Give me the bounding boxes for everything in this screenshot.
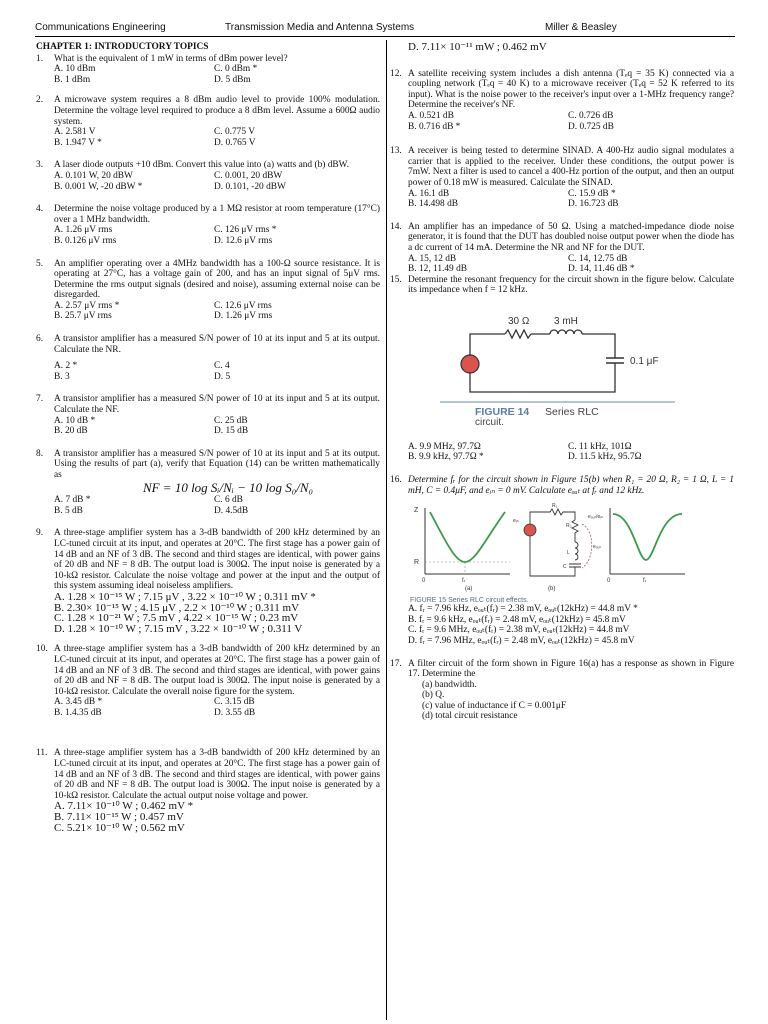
figure-14-caption-line2: circuit. (475, 416, 504, 428)
options (390, 604, 734, 646)
option-c: C. 25 dB (214, 415, 248, 426)
question-13 (390, 146, 734, 210)
question-stem: A filter circuit of the form shown in Figure 16(a) has a response as shown in Figure 17. Determine the (408, 658, 734, 680)
option-c: C. 0.001, 20 dBW (214, 170, 283, 181)
sub-items (390, 680, 734, 722)
option-c: C. 0 dBm * (214, 64, 258, 75)
question-12 (390, 69, 734, 133)
question-7 (36, 394, 380, 436)
page-header (35, 20, 735, 37)
question-10 (36, 644, 380, 718)
option-a: A. 7.11× 10⁻¹⁰ W ; 0.462 mV * (54, 800, 194, 813)
option-b: B. fᵣ = 9.6 kHz, eₒᵤₜ(fᵣ) = 2.48 mV, eₒᵤₜ(12kHz) = 45.8 mV (408, 614, 626, 625)
options (36, 361, 380, 382)
question-5 (36, 259, 380, 323)
options (36, 225, 380, 246)
question-stem: An amplifier operating over a 4MHz bandwidth has a 100-Ω source resistance. It is operating at 27°C, has a voltage gain of 200, and has an input signal of 5μV rms. Determine the rms output signals (desired and noise), assuming external noise can be disregarded. (54, 258, 380, 301)
option-a: A. 9.9 MHz, 97.7Ω (408, 441, 481, 452)
question-8 (36, 449, 380, 517)
rlc-effects-figure (410, 500, 690, 598)
question-stem: A transistor amplifier has a measured S/N power of 10 at its input and 5 at its output. Using the results of part (a), verify that Equation (14) can be written mathematically as (54, 448, 380, 480)
option-a: A. 2.57 μV rms * (54, 300, 120, 311)
figure-14 (430, 302, 680, 428)
sub-item-b: (b) Q. (422, 690, 445, 701)
option-c: C. 11 kHz, 101Ω (568, 441, 632, 452)
options (36, 592, 380, 634)
axis-label-r: R (414, 559, 420, 567)
option-c: C. 6 dB (214, 495, 243, 506)
option-b: B. 20 dB (54, 426, 88, 437)
option-b: B. 14.498 dB (408, 199, 459, 210)
inductor-icon (575, 542, 578, 560)
option-d: D. 0.101, -20 dBW (214, 181, 286, 192)
option-a: A. 15, 12 dB (408, 253, 457, 264)
header-right: Miller & Beasley (545, 22, 617, 33)
option-c: C. 4 (214, 361, 230, 372)
option-b: B. 12, 11.49 dB (408, 264, 468, 275)
option-b: B. 3 (54, 371, 70, 382)
wire (582, 334, 615, 358)
sub-item-c: (c) value of inductance if C = 0.001μF (422, 700, 567, 711)
option-a: A. fᵣ = 7.96 kHz, eₒᵤₜ(fᵣ) = 2.38 mV, eₒᵤₜ(12kHz) = 44.8 mV * (408, 604, 638, 615)
option-a: A. 10 dB * (54, 415, 96, 426)
question-number: 1. (36, 53, 44, 64)
chapter-title: CHAPTER 1: INTRODUCTORY TOPICS (36, 42, 209, 52)
question-number: 11. (36, 748, 48, 759)
question-stem: Determine fᵣ for the circuit shown in Figure 15(b) when R₁ = 20 Ω, R₂ = 1 Ω, L = 1 mH, C = 0.4μF, and eᵢₙ = 0 mV. Calculate eₒᵤₜ at fᵣ and 12 kHz. (408, 475, 734, 496)
option-c: C. 0.775 V (214, 127, 255, 138)
question-number: 17. (390, 658, 402, 669)
option-a: A. 3.45 dB * (54, 697, 103, 708)
eout-arrow-icon (582, 524, 592, 568)
question-14 (390, 222, 734, 275)
question-stem: What is the equivalent of 1 mW in terms of dBm power level? (54, 53, 288, 64)
question-2 (36, 95, 380, 148)
question-stem: Determine the resonant frequency for the circuit shown in the figure below. Calculate its impedance when f = 12 kHz. (408, 274, 734, 296)
option-a: A. 0.521 dB (408, 110, 454, 121)
option-d: D. 16.723 dB (568, 199, 619, 210)
option-c: C. 14, 12.75 dB (568, 253, 628, 264)
option-c: C. 126 μV rms * (214, 225, 277, 236)
option-b: B. 2.30× 10⁻¹⁵ W ; 4.15 μV , 2.2 × 10⁻¹⁰ W ; 0.311 mV (54, 601, 300, 614)
option-a: A. 0.101 W, 20 dBW (54, 170, 133, 181)
question-stem: A transistor amplifier has a measured S/N power of 10 at its input and 5 at its output. Calculate the NF. (54, 394, 380, 416)
options (36, 495, 380, 516)
question-3 (36, 160, 380, 192)
left-column (36, 42, 380, 833)
axis-label-z: Z (414, 507, 419, 515)
question-6 (36, 334, 380, 382)
question-number: 13. (390, 146, 402, 157)
option-d: D. 12.6 μV rms (214, 235, 273, 246)
option-b: B. 1 dBm (54, 74, 91, 85)
series-rlc-circuit-diagram (430, 302, 680, 420)
capacitor-icon (606, 358, 624, 363)
question-number: 2. (36, 95, 44, 106)
option-d: D. 5 (214, 371, 231, 382)
question-number: 10. (36, 644, 48, 655)
figure-15 (410, 500, 690, 604)
question-stem: A transistor amplifier has a measured S/N power of 10 at its input and 5 at its output. Calculate the NR. (54, 334, 380, 355)
option-d: D. 14, 11.46 dB * (568, 264, 635, 275)
question-stem: A satellite receiving system includes a dish antenna (Tₑq = 35 K) connected via a coupling network (Tₑq = 40 K) to a microwave receiver (Tₑq = 52 K referred to its input). What is the noise power to the receiver's input over a 1-MHz frequency range? Determine the receiver's NF. (408, 68, 734, 111)
options (36, 171, 380, 192)
question-number: 16. (390, 475, 402, 486)
question-stem: A receiver is being tested to determine SINAD. A 400-Hz audio signal modulates a carrier that is applied to the receiver. Under these conditions, the output power is 7mW. Next a filter is used to cancel a 400-Hz portion of the output, and then an output power of 0.18 mW is measured. Calculate the SINAD. (408, 146, 734, 188)
axis-fr-label: fᵣ (643, 578, 647, 585)
ein-label: eᵢₙ (513, 518, 519, 525)
capacitor-label: 0.1 μF (630, 355, 659, 367)
question-11 (36, 748, 380, 833)
options (390, 254, 734, 275)
option-b: B. 1.4.35 dB (54, 707, 102, 718)
l-label: L (567, 550, 570, 557)
options (36, 301, 380, 322)
question-number: 9. (36, 528, 44, 539)
question-stem: A three-stage amplifier system has a 3-dB bandwidth of 200 kHz determined by an LC-tuned circuit at its input, and operates at 20°C. The first stage has a power gain of 14 dB and an NF of 3 dB. The second and third stages are identical, with power gains of 20 dB and NF = 8 dB. The output load is 300Ω. The input noise is generated by a 10-kΩ resistor. Calculate the noise voltage and power at the input and the output of this system assuming ideal noiseless amplifiers. (54, 528, 380, 592)
option-c: C. 1.28 × 10⁻²¹ W ; 7.5 mV , 4.22 × 10⁻¹⁵ W ; 0.23 mV (54, 612, 299, 625)
sub-item-a: (a) bandwidth. (422, 679, 477, 690)
column-divider (386, 40, 387, 1020)
option-a: A. 1.26 μV rms (54, 225, 113, 236)
option-d: D. 0.765 V (214, 137, 256, 148)
question-number: 12. (390, 68, 402, 79)
impedance-curve (430, 512, 505, 562)
r1-path (530, 509, 575, 524)
option-d: D. 5 dBm (214, 74, 251, 85)
question-stem: An amplifier has an impedance of 50 Ω. Using a matched-impedance diode noise generator, it is found that the DUT has doubled noise output power when the diode has a dc current of 14 mA. Determine the NR and NF for the DUT. (408, 221, 734, 253)
axis-origin-label: 0 (422, 578, 426, 585)
resistor-icon (505, 330, 531, 338)
option-a: A. 7 dB * (54, 495, 91, 506)
panel-b-label: (b) (548, 586, 556, 593)
wire (470, 334, 505, 355)
options (36, 64, 380, 85)
question-9 (36, 528, 380, 634)
right-column (390, 42, 734, 721)
r2-icon (572, 520, 578, 542)
option-d: D. 11.5 kHz, 95.7Ω (568, 452, 642, 463)
options (390, 111, 734, 132)
question-number: 5. (36, 258, 44, 269)
question-4 (36, 204, 380, 246)
option-d: D. 15 dB (214, 426, 249, 437)
question-number: 3. (36, 160, 44, 171)
question-stem: A three-stage amplifier system has a 3-dB bandwidth of 200 kHz determined by an LC-tuned circuit at its input, and operates at 20°C. The first stage has a power gain of 14 dB and an NF of 3 dB. The second and third stages are identical, with power gains of 20 dB and NF = 8 dB. The output load is 300Ω. The input noise is generated by a 10-kΩ resistor. Calculate the actual output noise voltage and power. (54, 748, 380, 801)
return-wire (530, 536, 575, 576)
q11-continued-options (390, 42, 734, 53)
option-b: B. 7.11× 10⁻¹⁵ W ; 0.457 mV (54, 811, 184, 824)
option-c: C. 5.21× 10⁻¹⁰ W ; 0.562 mV (54, 821, 185, 834)
option-b: B. 9.9 kHz, 97.7Ω * (408, 452, 484, 463)
capacitor-icon (569, 564, 581, 567)
question-1 (36, 54, 380, 86)
ratio-label: eₒᵤₜ/eᵢₙ (588, 514, 604, 521)
figure-15-caption: FIGURE 15 Series RLC circuit effects. (410, 596, 529, 604)
question-17 (390, 659, 734, 722)
options (36, 127, 380, 148)
option-b: B. 25.7 μV rms (54, 311, 112, 322)
options (390, 189, 734, 210)
options (36, 801, 380, 833)
option-c: C. 15.9 dB * (568, 188, 616, 199)
question-number: 8. (36, 448, 44, 459)
option-b: B. 1.947 V * (54, 137, 102, 148)
panel-a-label: (a) (465, 586, 473, 593)
option-a: A. 16.1 dB (408, 188, 450, 199)
option-a: A. 2 * (54, 361, 78, 372)
wire (470, 363, 615, 392)
option-d: D. fᵣ = 7.96 MHz, eₒᵤₜ(fᵣ) = 2.48 mV, eₒᵤₜ(12kHz) = 45.8 mV (408, 636, 635, 647)
option-d: D. 1.26 μV rms (214, 311, 273, 322)
source-icon (524, 524, 536, 536)
question-number: 15. (390, 274, 402, 285)
sub-item-d: (d) total circuit resistance (422, 711, 518, 722)
question-number: 14. (390, 221, 402, 232)
question-stem: A microwave system requires a 8 dBm audio level to provide 100% modulation. Determine the voltage level required to produce a 8 dBm level. Assume a 600Ω audio system. (54, 95, 380, 127)
inductor-icon (550, 330, 582, 334)
option-c: C. fᵣ = 9.6 MHz, eₒᵤₜ(fᵣ) = 2.38 mV, eₒᵤₜ(12kHz) = 44.8 mV (408, 625, 630, 636)
option-c: C. 12.6 μV rms (214, 300, 272, 311)
option-a: A. 1.28 × 10⁻¹⁵ W ; 7.15 μV , 3.22 × 10⁻¹⁰ W ; 0.311 mV * (54, 590, 316, 603)
question-stem: Determine the noise voltage produced by a 1 MΩ resistor at room temperature (17°C) over a 1 MHz bandwidth. (54, 204, 380, 225)
eout-label: eₒᵤₜ (593, 544, 602, 551)
question-16 (390, 475, 734, 647)
question-number: 4. (36, 204, 44, 215)
question-number: 7. (36, 394, 44, 405)
question-15 (390, 275, 734, 463)
option-b: B. 5 dB (54, 505, 83, 516)
option-a: A. 2.581 V (54, 127, 96, 138)
option-d: D. 4.5dB (214, 505, 249, 516)
r1-label: R₁ (552, 503, 558, 510)
c-label: C (563, 564, 567, 571)
options (36, 416, 380, 437)
option-b: B. 0.716 dB * (408, 121, 461, 132)
options (36, 697, 380, 718)
option-d: D. 0.725 dB (568, 121, 614, 132)
equation: NF = 10 log Sᵢ/Nᵢ − 10 log S₀/N₀ (142, 479, 314, 495)
r2-label: R₂ (566, 523, 572, 530)
option-c: C. 3.15 dB (214, 697, 255, 708)
option-b: B. 0.001 W, -20 dBW * (54, 181, 143, 192)
figure-14-caption: Series RLC (545, 405, 599, 418)
question-stem: A three-stage amplifier system has a 3-dB bandwidth of 200 kHz determined by an LC-tuned circuit at its input, and operates at 20°C. The first stage has a power gain of 14 dB and an NF of 3 dB. The second and third stages are identical, with power gains of 20 dB and NF = 8 dB. The output load is 300Ω. The input noise is generated by a 10-kΩ resistor. Calculate the overall noise figure for the system. (54, 644, 380, 697)
option-a: A. 10 dBm (54, 64, 96, 75)
option-d: D. 3.55 dB (214, 707, 256, 718)
response-curve (613, 514, 682, 560)
question-stem: A laser diode outputs +10 dBm. Convert this value into (a) watts and (b) dBW. (54, 160, 350, 171)
axis-fr-label: fᵣ (462, 578, 466, 585)
axis-origin-label: 0 (607, 578, 611, 585)
option-b: B. 0.126 μV rms (54, 235, 117, 246)
option-d: D. 7.11× 10⁻¹¹ mW ; 0.462 mV (408, 41, 547, 53)
question-number: 6. (36, 334, 44, 345)
header-center: Transmission Media and Antenna Systems (225, 22, 415, 33)
ac-source-icon (461, 355, 479, 373)
option-d: D. 1.28 × 10⁻¹⁰ W ; 7.15 mV , 3.22 × 10⁻¹⁰ W ; 0.311 V (54, 622, 303, 635)
resistor-label: 30 Ω (508, 315, 530, 327)
inductor-label: 3 mH (554, 315, 578, 327)
figure-14-number: FIGURE 14 (475, 405, 530, 418)
header-left: Communications Engineering (35, 22, 166, 33)
options (390, 442, 734, 463)
option-c: C. 0.726 dB (568, 110, 614, 121)
